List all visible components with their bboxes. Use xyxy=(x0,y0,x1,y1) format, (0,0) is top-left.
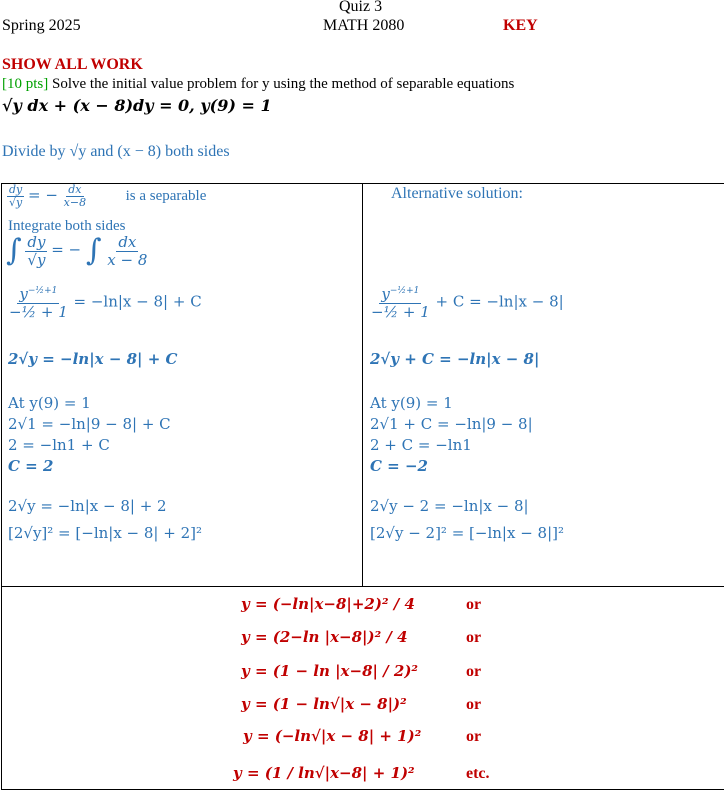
right-at-label: At y(9) = 1 xyxy=(370,394,453,412)
right-integrated: $\frac{y^{-\frac{1}{2}+1}}{\text{−½ + 1}}$ + C = −ln|x − 8| xyxy=(371,285,564,321)
right-bold-result: 2√y + C = −ln|x − 8| xyxy=(370,350,540,368)
separable-note: is a separable xyxy=(125,188,207,205)
course-code: MATH 2080 xyxy=(323,17,405,34)
integrate-label: Integrate both sides xyxy=(8,218,126,234)
left-sub2: 2 = −ln1 + C xyxy=(8,436,110,454)
answer-separator: or xyxy=(466,596,482,613)
answers-box xyxy=(1,585,724,790)
answer-row: y = (−ln√|x − 8| + 1)² xyxy=(243,727,422,745)
answer-row: y = (1 − ln |x−8| / 2)² xyxy=(241,662,418,680)
answer-row: y = (2−ln |x−8|)² / 4 xyxy=(241,628,408,646)
answer-row: y = (1 − ln√|x − 8|)² xyxy=(241,695,407,713)
answer-separator: or xyxy=(466,663,482,680)
points-label: [10 pts] xyxy=(2,76,49,92)
integral-equation: ∫ $\frac{dy}{√y}$ = − ∫ $\frac{dx}{x - 8}$ xyxy=(6,233,148,269)
right-final1: 2√y − 2 = −ln|x − 8| xyxy=(370,497,529,515)
answer-separator: or xyxy=(466,696,482,713)
right-final2: [2√y − 2]² = [−ln|x − 8|]² xyxy=(370,524,565,542)
quiz-title: Quiz 3 xyxy=(339,0,383,15)
divide-instruction: Divide by √y and (x − 8) both sides xyxy=(2,143,230,160)
left-bold-result: 2√y = −ln|x − 8| + C xyxy=(8,350,178,368)
problem-statement xyxy=(2,76,514,93)
answer-separator: etc. xyxy=(466,765,490,782)
key-label: KEY xyxy=(503,17,538,34)
alternative-title: Alternative solution: xyxy=(391,185,523,202)
course-term: Spring 2025 xyxy=(2,17,81,34)
right-sub2: 2 + C = −ln1 xyxy=(370,436,472,454)
problem-prompt: Solve the initial value problem for y using the method of separable equations xyxy=(52,76,515,92)
show-all-work: SHOW ALL WORK xyxy=(2,56,143,73)
right-after-integral: + C = −ln|x − 8| xyxy=(435,292,564,311)
right-c-value: C = −2 xyxy=(370,457,428,475)
right-sub1: 2√1 + C = −ln|9 − 8| xyxy=(370,415,533,433)
left-at-label: At y(9) = 1 xyxy=(8,394,91,412)
separated-equation: $\frac{dy}{√y}$ = − $\frac{dx}{x-8}$ is a separable xyxy=(9,183,207,210)
answer-separator: or xyxy=(466,728,482,745)
left-sub1: 2√1 = −ln|9 − 8| + C xyxy=(8,415,171,433)
left-after-integral: = −ln|x − 8| + C xyxy=(73,292,202,311)
left-c-value: C = 2 xyxy=(8,457,54,475)
left-final1: 2√y = −ln|x − 8| + 2 xyxy=(8,497,167,515)
answer-row: y = (−ln|x−8|+2)² / 4 xyxy=(241,595,415,613)
problem-equation: √y dx + (x − 8)dy = 0, y(9) = 1 xyxy=(2,96,272,115)
left-integrated: $\frac{y^{-\frac{1}{2}+1}}{\text{−½ + 1}}$ = −ln|x − 8| + C xyxy=(9,285,202,321)
left-final2: [2√y]² = [−ln|x − 8| + 2]² xyxy=(8,524,203,542)
column-divider xyxy=(362,183,363,586)
answer-row: y = (1 / ln√|x−8| + 1)² xyxy=(233,764,415,782)
answer-separator: or xyxy=(466,629,482,646)
